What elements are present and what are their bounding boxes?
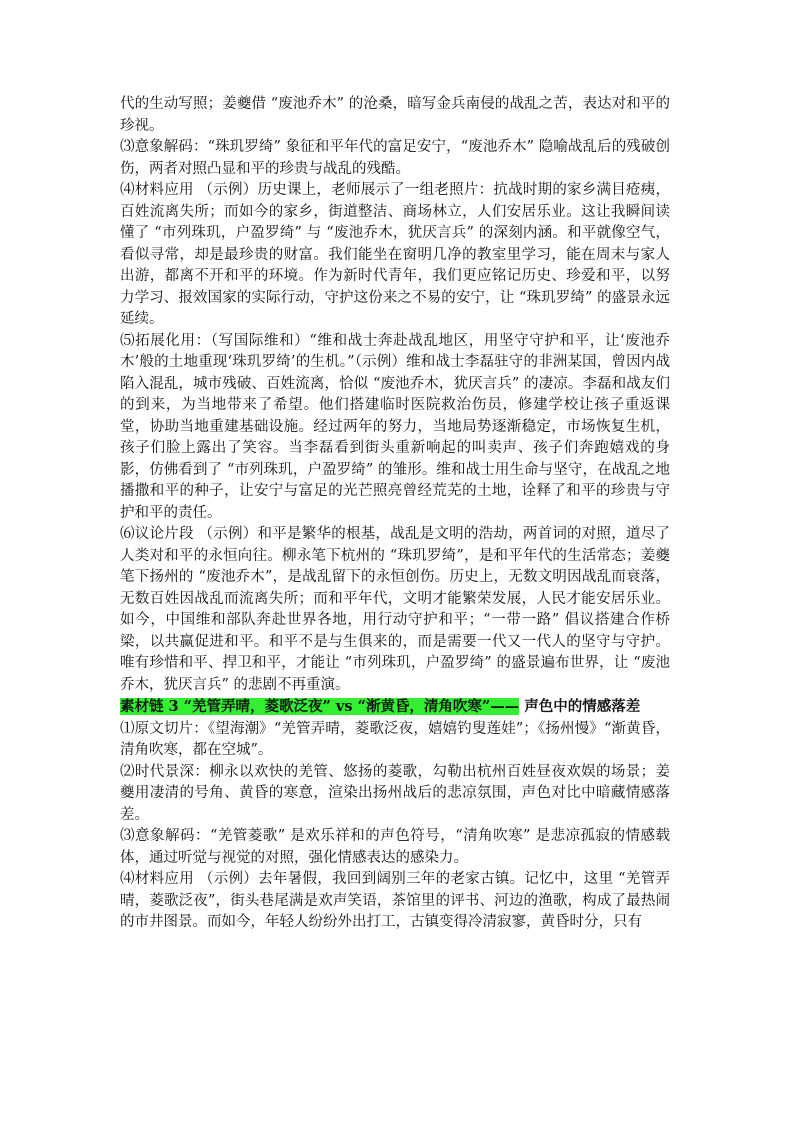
paragraph-extension: ⑸拓展化用：（写国际维和）“维和战士奔赴战乱地区，用坚守守护和平，让‘废池乔木’般的土地重现‘珠玑罗绮’的生机。”（示例）维和战士李磊驻守的非洲某国，曾因内战陷入混乱，城市残破、百姓流离，恰似 “废池乔木，犹厌言兵” 的凄凉。李磊和战友们的到来，为当地带来了希望。他们搭建临时医院救治伤员，修建学校让孩子重返课堂，协助当地重建基础设施。经过两年的努力，当地局势逐渐稳定，市场恢复生机，孩子们脸上露出了笑容。当李磊看到街头重新响起的叫卖声、孩子们奔跑嬉戏的身影，仿佛看到了 “市列珠玑，户盈罗绮” 的雏形。维和战士用生命与坚守，在战乱之地播撒和平的种子，让安宁与富足的光芒照亮曾经荒芜的土地，诠释了和平的珍贵与守护和平的责任。 bbox=[120, 332, 670, 521]
paragraph-material-application-2: ⑷材料应用 （示例）去年暑假，我回到阔别三年的老家古镇。记忆中，这里 “羌管弄晴，菱歌泛夜”，街头巷尾满是欢声笑语，茶馆里的评书、河边的渔歌，构成了最热闹的市井图景。而如今，年轻人纷纷外出打工，古镇变得冷清寂寥，黄昏时分，只有 bbox=[120, 871, 670, 930]
paragraph-material-application: ⑷材料应用 （示例）历史课上，老师展示了一组老照片：抗战时期的家乡满目疮痍，百姓流离失所；而如今的家乡，街道整洁、商场林立，人们安居乐业。这让我瞬间读懂了 “市列珠玑，户盈罗绮” 与 “废池乔木，犹厌言兵” 的深刻内涵。和平就像空气，看似寻常，却是最珍贵的财富。我们能坐在窗明几净的教室里学习，能在周末与家人出游，都离不开和平的环境。作为新时代青年，我们更应铭记历史、珍爱和平，以努力学习、报效国家的实际行动，守护这份来之不易的安宁，让 “珠玑罗绮” 的盛景永远延续。 bbox=[120, 182, 670, 327]
paragraph-historical-context: ⑵时代景深：柳永以欢快的羌管、悠扬的菱歌，勾勒出杭州百姓昼夜欢娱的场景；姜夔用凄清的号角、黄昏的寒意，渲染出扬州战后的悲凉氛围，声色对比中暗藏情感落差。 bbox=[120, 763, 670, 823]
paragraph-source-excerpt: ⑴原文切片：《望海潮》“羌管弄晴，菱歌泛夜，嬉嬉钓叟莲娃”；《扬州慢》“渐黄昏，清角吹寒，都在空城”。 bbox=[120, 720, 670, 758]
document-page bbox=[120, 94, 670, 934]
paragraph-continuation: 代的生动写照；姜夔借 “废池乔木” 的沧桑，暗写金兵南侵的战乱之苦，表达对和平的珍视。 bbox=[120, 96, 670, 134]
section-heading-highlight: 素材链 3 “羌管弄晴，菱歌泛夜” vs “渐黄昏，清角吹寒”—— bbox=[120, 698, 520, 715]
section-heading-rest: 声色中的情感落差 bbox=[519, 698, 641, 715]
paragraph-argument: ⑹议论片段 （示例）和平是繁华的根基，战乱是文明的浩劫，两首词的对照，道尽了人类对和平的永恒向往。柳永笔下杭州的 “珠玑罗绮”，是和平年代的生活常态；姜夔笔下扬州的 “废池乔木”，是战乱留下的永恒创伤。历史上，无数文明因战乱而衰落，无数百姓因战乱而流离失所；而和平年代，文明才能繁荣发展，人民才能安居乐业。如今，中国维和部队奔赴世界各地，用行动守护和平；“一带一路” 倡议搭建合作桥梁，以共赢促进和平。和平不是与生俱来的，而是需要一代又一代人的坚守与守护。唯有珍惜和平、捍卫和平，才能让 “市列珠玑，户盈罗绮” 的盛景遍布世界，让 “废池乔木，犹厌言兵” 的悲剧不再重演。 bbox=[120, 526, 670, 693]
paragraph-imagery-decoding-2: ⑶意象解码：“羌管菱歌” 是欢乐祥和的声色符号，“清角吹寒” 是悲凉孤寂的情感载体，通过听觉与视觉的对照，强化情感表达的感染力。 bbox=[120, 828, 670, 866]
paragraph-imagery-decoding: ⑶意象解码：“珠玑罗绮” 象征和平年代的富足安宁，“废池乔木” 隐喻战乱后的残破创伤，两者对照凸显和平的珍贵与战乱的残酷。 bbox=[120, 139, 670, 177]
section-heading bbox=[120, 696, 670, 719]
